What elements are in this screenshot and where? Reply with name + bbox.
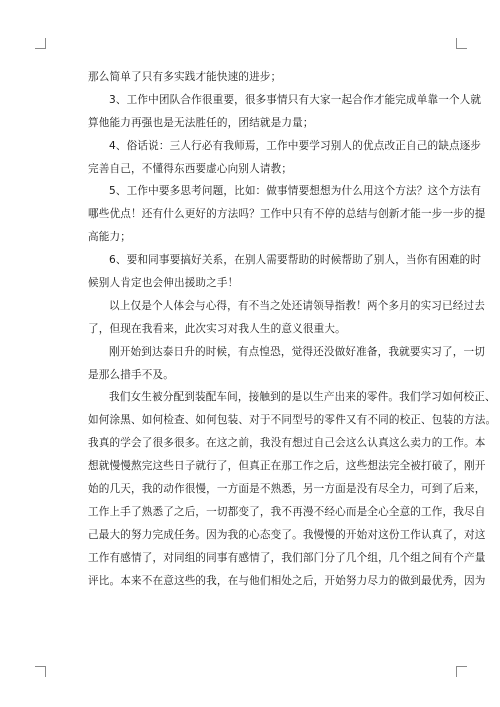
text-line: 那么简单了只有多实践才能快速的进步； — [88, 71, 282, 83]
text-line: 刚开始到达泰日升的时候，有点惶恐，觉得还没做好准备，我就要实习了，一切 — [109, 345, 486, 358]
text-line: 哪些优点！还有什么更好的方法吗？工作中只有不停的总结与创新才能一步一步的提 — [88, 208, 486, 221]
text-line: 如何涂黑、如何检查、如何包装、对于不同型号的零件又有不同的校正、包装的方法。 — [88, 414, 497, 427]
page-body — [88, 66, 497, 592]
text-line: 5、工作中要多思考问题，比如：做事情要想想为什么用这个方法？这个方法有 — [109, 185, 482, 198]
text-line: 始的几天，我的动作很慢，一方面是不熟悉，另一方面是没有尽全力，可到了后来， — [88, 483, 486, 496]
corner-mark-top-right — [456, 38, 467, 49]
text-line: 候别人肯定也会伸出援助之手！ — [88, 277, 239, 290]
text-line: 算他能力再强也是无法胜任的，团结就是力量； — [88, 116, 314, 129]
text-line: 以上仅是个人体会与心得，有不当之处还请领导指教！两个多月的实习已经过去 — [109, 299, 486, 312]
text-line: 评比。本来不在意这些的我，在与他们相处之后，开始努力尽力的做到最优秀，因为 — [88, 574, 486, 587]
text-line: 我真的学会了很多很多。在这之前，我没有想过自己会这么认真这么卖力的工作。本 — [88, 437, 486, 450]
text-line: 想就慢慢熬完这些日子就行了，但真正在那工作之后，这些想法完全被打破了，刚开 — [88, 460, 486, 473]
text-line: 工作上手了熟悉了之后，一切都变了，我不再漫不经心而是全心全意的工作，我尽自 — [88, 505, 486, 518]
text-line: 6、要和同事要搞好关系，在别人需要帮助的时候帮助了别人，当你有困难的时 — [109, 254, 482, 267]
text-line: 3、工作中团队合作很重要，很多事情只有大家一起合作才能完成单靠一个人就 — [109, 93, 482, 106]
text-line: 是那么措手不及。 — [88, 368, 174, 381]
text-line: 4、俗话说：三人行必有我师焉，工作中要学习别人的优点改正自己的缺点逐步 — [109, 139, 482, 152]
corner-mark-bottom-left — [35, 666, 46, 677]
corner-mark-top-left — [35, 38, 46, 49]
text-line: 完善自己，不懂得东西要虚心向别人请教； — [88, 162, 293, 175]
text-line: 高能力； — [88, 231, 131, 244]
text-line: 己最大的努力完成任务。因为我的心态变了。我慢慢的开始对这份工作认真了，对这 — [88, 528, 486, 541]
corner-mark-bottom-right — [456, 666, 467, 677]
text-line: 我们女生被分配到装配车间，接触到的是以生产出来的零件。我们学习如何校正、 — [109, 391, 496, 404]
text-line: 了，但现在我看来，此次实习对我人生的意义很重大。 — [88, 322, 346, 335]
text-line: 工作有感情了，对同组的同事有感情了，我们部门分了几个组，几个组之间有个产量 — [88, 551, 486, 564]
